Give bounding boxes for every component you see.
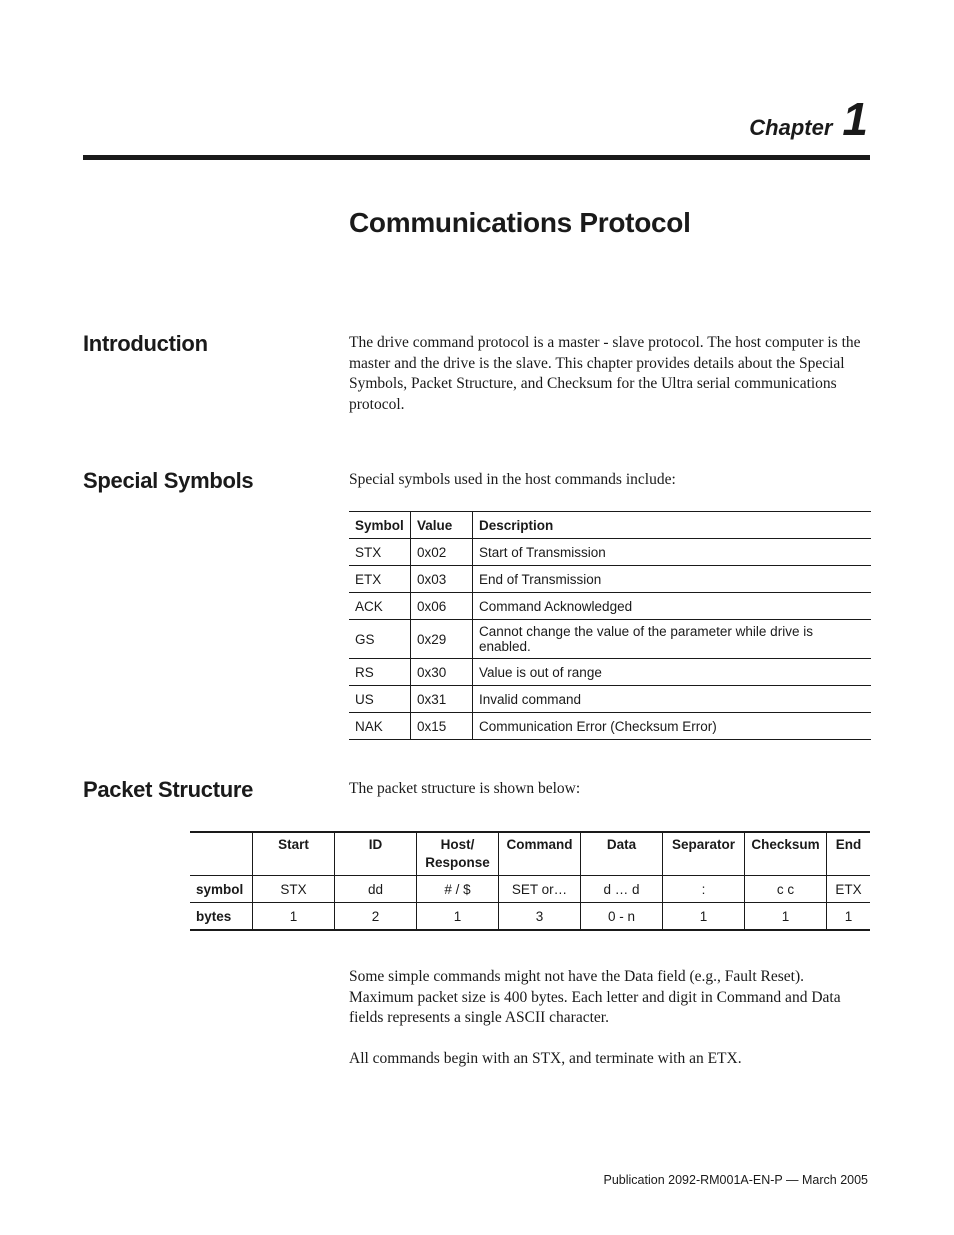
table-cell: dd (335, 876, 417, 903)
table-cell: 2 (335, 903, 417, 931)
table-cell: 1 (253, 903, 335, 931)
chapter-rule (83, 155, 870, 160)
table-cell: 1 (827, 903, 871, 931)
table-cell: GS (349, 620, 411, 659)
table-cell: ETX (827, 876, 871, 903)
table-row (349, 659, 871, 686)
table-header-cell: End (827, 832, 871, 876)
special-symbols-table (349, 511, 871, 740)
table-cell: Value is out of range (473, 659, 872, 686)
table-row (349, 593, 871, 620)
table-cell: Start of Transmission (473, 539, 872, 566)
table-header-cell: Data (581, 832, 663, 876)
packet-structure-heading: Packet Structure (83, 777, 254, 802)
table-cell: 1 (663, 903, 745, 931)
packet-structure-intro: The packet structure is shown below: (349, 780, 581, 797)
introduction-body: The drive command protocol is a master - slave protocol. The host computer is the master and the drive is the slave. This chapter provides details about the Special Symbols, Packet Structure, and Checksum for the Ultra serial communications protocol. (349, 334, 861, 413)
table-cell: RS (349, 659, 411, 686)
chapter-number: 1 (842, 93, 868, 145)
chapter-heading (749, 93, 868, 145)
table-header-cell (190, 832, 253, 876)
table-row (349, 539, 871, 566)
table-header-row (190, 832, 870, 876)
page-title: Communications Protocol (349, 207, 691, 238)
packet-structure-table (190, 831, 870, 931)
table-cell: 0x29 (411, 620, 473, 659)
table-cell: 1 (745, 903, 827, 931)
table-cell: 0x30 (411, 659, 473, 686)
table-cell: NAK (349, 713, 411, 740)
table-header-cell: Checksum (745, 832, 827, 876)
table-header-cell: Symbol (349, 512, 411, 539)
table-header-cell: Start (253, 832, 335, 876)
table-header-cell: ID (335, 832, 417, 876)
table-cell: c c (745, 876, 827, 903)
table-cell: d … d (581, 876, 663, 903)
table-row (349, 686, 871, 713)
table-cell: 0x02 (411, 539, 473, 566)
table-cell: SET or… (499, 876, 581, 903)
table-cell: 3 (499, 903, 581, 931)
table-header-cell: Value (411, 512, 473, 539)
table-header-row (349, 512, 871, 539)
table-row (349, 620, 871, 659)
table-header-cell: Command (499, 832, 581, 876)
packet-structure-paragraph-2: All commands begin with an STX, and terminate with an ETX. (349, 1050, 742, 1067)
table-cell: 0 - n (581, 903, 663, 931)
table-cell: US (349, 686, 411, 713)
special-symbols-heading: Special Symbols (83, 468, 254, 493)
table-cell: Communication Error (Checksum Error) (473, 713, 872, 740)
table-cell: 0x06 (411, 593, 473, 620)
table-row-header: bytes (190, 903, 253, 931)
table-cell: STX (253, 876, 335, 903)
table-cell: STX (349, 539, 411, 566)
table-cell: ACK (349, 593, 411, 620)
table-cell: ETX (349, 566, 411, 593)
introduction-heading: Introduction (83, 331, 208, 356)
table-cell: 0x15 (411, 713, 473, 740)
table-cell: Command Acknowledged (473, 593, 872, 620)
page-footer: Publication 2092-RM001A-EN-P — March 2005 (603, 1173, 868, 1187)
table-cell: 0x03 (411, 566, 473, 593)
table-cell: : (663, 876, 745, 903)
table-cell: End of Transmission (473, 566, 872, 593)
table-cell: 0x31 (411, 686, 473, 713)
table-header-cell: Description (473, 512, 872, 539)
table-cell: Cannot change the value of the parameter while drive is enabled. (473, 620, 872, 659)
packet-structure-paragraph-1: Some simple commands might not have the Data field (e.g., Fault Reset). Maximum packet size is 400 bytes. Each letter and digit in Command and Data fields represents a single ASCII character. (349, 968, 841, 1026)
table-cell: 1 (417, 903, 499, 931)
special-symbols-intro: Special symbols used in the host commands include: (349, 471, 676, 488)
table-row (349, 566, 871, 593)
chapter-label: Chapter (749, 115, 833, 140)
table-cell: Invalid command (473, 686, 872, 713)
table-row-header: symbol (190, 876, 253, 903)
table-row (349, 713, 871, 740)
table-header-cell: Separator (663, 832, 745, 876)
table-cell: # / $ (417, 876, 499, 903)
table-row (190, 903, 870, 931)
table-header-cell: Host/ Response (417, 832, 499, 876)
table-row (190, 876, 870, 903)
